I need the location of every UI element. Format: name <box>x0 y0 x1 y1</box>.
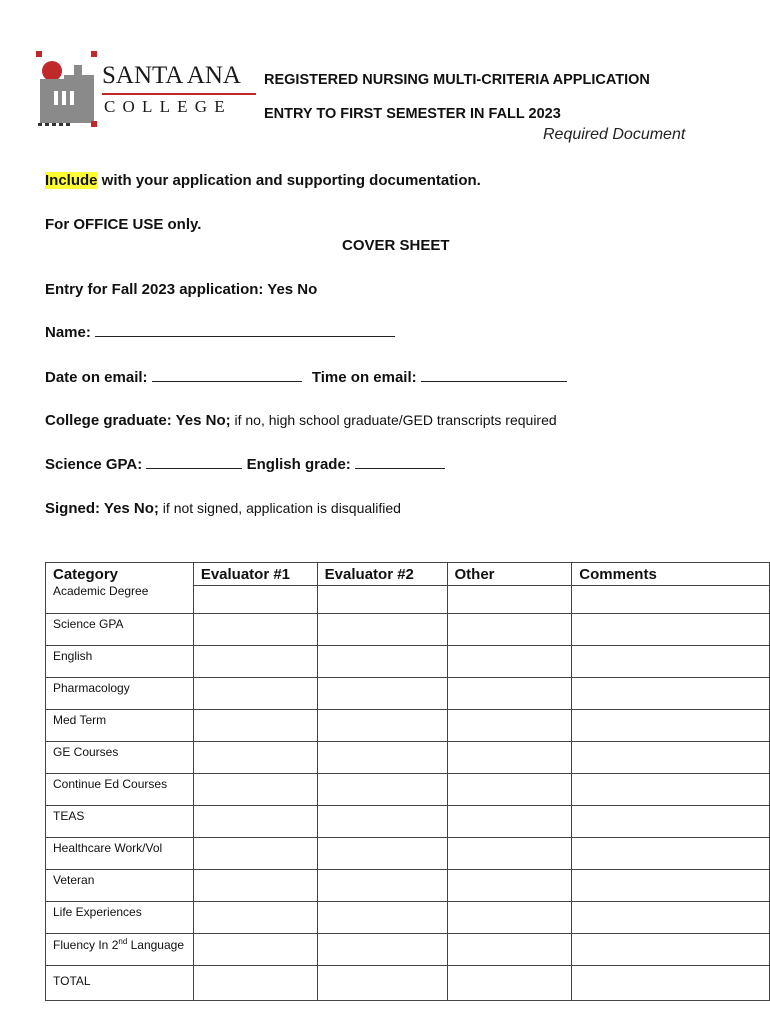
score-cell[interactable] <box>447 710 572 742</box>
score-cell[interactable] <box>447 678 572 710</box>
college-graduate-field <box>45 412 557 430</box>
table-row <box>46 678 770 710</box>
score-cell[interactable] <box>317 646 447 678</box>
score-cell[interactable] <box>193 870 317 902</box>
score-cell[interactable] <box>447 966 572 1001</box>
table-row <box>46 774 770 806</box>
score-cell[interactable] <box>317 774 447 806</box>
signed-field <box>45 500 401 518</box>
score-cell[interactable] <box>447 586 572 614</box>
include-text: with your application and supporting documentation. <box>97 172 481 189</box>
science-gpa-blank[interactable] <box>146 456 242 469</box>
score-cell[interactable] <box>317 966 447 1001</box>
category-cell: Life Experiences <box>46 902 194 934</box>
score-cell[interactable] <box>193 646 317 678</box>
category-cell: Fluency In 2nd Language <box>46 934 194 966</box>
score-cell[interactable] <box>447 742 572 774</box>
header-evaluator-2: Evaluator #2 <box>317 563 447 586</box>
score-cell[interactable] <box>193 934 317 966</box>
score-cell[interactable] <box>572 870 770 902</box>
score-cell[interactable] <box>317 934 447 966</box>
logo-name: SANTA ANA <box>102 62 241 89</box>
score-cell[interactable] <box>572 934 770 966</box>
score-cell[interactable] <box>317 614 447 646</box>
score-cell[interactable] <box>572 586 770 614</box>
science-gpa-label: Science GPA: <box>45 456 143 473</box>
score-cell[interactable] <box>447 614 572 646</box>
evaluation-table <box>45 562 770 1001</box>
date-time-field <box>45 369 567 386</box>
college-tower-icon <box>36 51 102 129</box>
score-cell[interactable] <box>317 870 447 902</box>
table-row <box>46 902 770 934</box>
entry-fall-field: Entry for Fall 2023 application: Yes No <box>45 281 318 298</box>
category-cell: TOTAL <box>46 966 194 1001</box>
logo-college: COLLEGE <box>104 97 232 116</box>
score-cell[interactable] <box>572 678 770 710</box>
category-cell: Med Term <box>46 710 194 742</box>
score-cell[interactable] <box>447 934 572 966</box>
office-use-label: For OFFICE USE only. <box>45 216 202 233</box>
score-cell[interactable] <box>447 774 572 806</box>
category-cell: English <box>46 646 194 678</box>
score-cell[interactable] <box>447 646 572 678</box>
name-field <box>45 324 395 341</box>
category-cell: GE Courses <box>46 742 194 774</box>
table-row <box>46 934 770 966</box>
header-other: Other <box>447 563 572 586</box>
table-row <box>46 646 770 678</box>
date-label: Date on email: <box>45 369 148 386</box>
category-cell: TEAS <box>46 806 194 838</box>
time-label: Time on email: <box>311 369 417 386</box>
score-cell[interactable] <box>193 742 317 774</box>
table-row <box>46 966 770 1001</box>
score-cell[interactable] <box>447 838 572 870</box>
table-row <box>46 614 770 646</box>
score-cell[interactable] <box>193 586 317 614</box>
score-cell[interactable] <box>193 806 317 838</box>
time-blank[interactable] <box>421 369 567 382</box>
score-cell[interactable] <box>317 838 447 870</box>
category-cell: Veteran <box>46 870 194 902</box>
score-cell[interactable] <box>193 774 317 806</box>
score-cell[interactable] <box>317 742 447 774</box>
category-cell: Science GPA <box>46 614 194 646</box>
score-cell[interactable] <box>572 742 770 774</box>
category-academic-degree: Academic Degree <box>53 584 149 598</box>
english-grade-blank[interactable] <box>355 456 445 469</box>
score-cell[interactable] <box>193 710 317 742</box>
table-row <box>46 806 770 838</box>
logo-divider <box>102 93 256 95</box>
category-cell: Continue Ed Courses <box>46 774 194 806</box>
form-subtitle: ENTRY TO FIRST SEMESTER IN FALL 2023 <box>264 106 561 122</box>
date-blank[interactable] <box>152 369 302 382</box>
table-row <box>46 870 770 902</box>
graduate-label: College graduate: Yes No; <box>45 412 231 429</box>
gpa-english-field <box>45 456 445 473</box>
score-cell[interactable] <box>317 806 447 838</box>
header-evaluator-1: Evaluator #1 <box>193 563 317 586</box>
graduate-note: if no, high school graduate/GED transcripts required <box>230 412 557 428</box>
score-cell[interactable] <box>447 806 572 838</box>
table-row <box>46 742 770 774</box>
score-cell[interactable] <box>572 902 770 934</box>
score-cell[interactable] <box>193 902 317 934</box>
santa-ana-college-logo <box>36 51 258 129</box>
signed-note: if not signed, application is disqualified <box>158 500 401 516</box>
include-instruction <box>45 172 481 189</box>
english-grade-label: English grade: <box>246 456 351 473</box>
category-cell: Healthcare Work/Vol <box>46 838 194 870</box>
score-cell[interactable] <box>447 902 572 934</box>
score-cell[interactable] <box>193 678 317 710</box>
table-header-row <box>46 563 770 586</box>
score-cell[interactable] <box>572 710 770 742</box>
header-category: Category Academic Degree <box>46 563 194 614</box>
score-cell[interactable] <box>317 902 447 934</box>
score-cell[interactable] <box>572 838 770 870</box>
score-cell[interactable] <box>572 806 770 838</box>
name-blank[interactable] <box>95 324 395 337</box>
table-row <box>46 710 770 742</box>
name-label: Name: <box>45 324 91 341</box>
score-cell[interactable] <box>572 646 770 678</box>
score-cell[interactable] <box>572 614 770 646</box>
table-row <box>46 838 770 870</box>
header-comments: Comments <box>572 563 770 586</box>
score-cell[interactable] <box>447 870 572 902</box>
signed-label: Signed: Yes No; <box>45 500 159 517</box>
score-cell[interactable] <box>572 774 770 806</box>
score-cell[interactable] <box>317 586 447 614</box>
score-cell[interactable] <box>317 678 447 710</box>
score-cell[interactable] <box>317 710 447 742</box>
cover-sheet-title: COVER SHEET <box>342 237 450 254</box>
score-cell[interactable] <box>193 838 317 870</box>
score-cell[interactable] <box>193 614 317 646</box>
include-highlight: Include <box>45 172 98 189</box>
score-cell[interactable] <box>193 966 317 1001</box>
score-cell[interactable] <box>572 966 770 1001</box>
form-title: REGISTERED NURSING MULTI-CRITERIA APPLICATION <box>264 72 650 88</box>
category-cell: Pharmacology <box>46 678 194 710</box>
required-document-note: Required Document <box>543 126 686 143</box>
